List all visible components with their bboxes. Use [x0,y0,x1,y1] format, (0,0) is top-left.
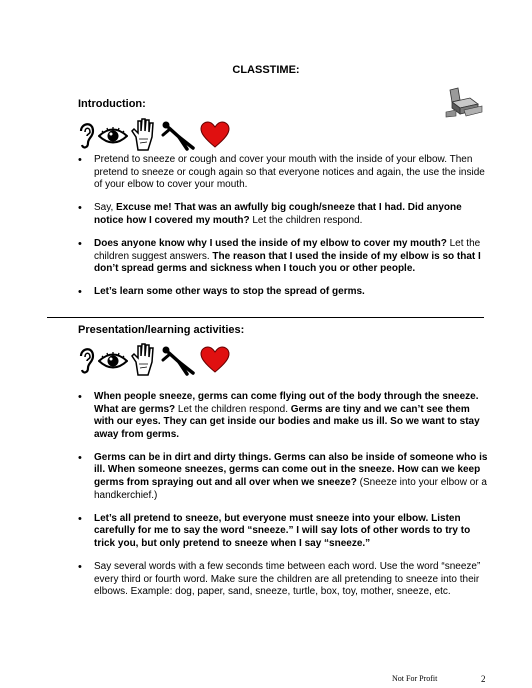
learning-styles-icons [78,119,238,153]
ear-icon [78,344,96,376]
stretching-figure-icon [160,120,196,152]
bullet-item [78,513,490,551]
eye-icon [98,125,128,147]
bold-text: Excuse me! That was an awfully big cough/sneeze that I had. Did anyone notice how I covered my mouth? [94,202,462,226]
text: Let the children respond. [175,403,291,415]
bullet-item [78,202,490,227]
presentation-heading: Presentation/learning activities: [78,324,245,336]
chair-clipart-icon [444,86,484,118]
bold-text: Let’s all pretend to sneeze, but everyone must sneeze into your elbow. Listen carefully for me to say the word “sneeze.” I will say lots of other words to try to trick you, but only pretend to sneeze when I say “sneeze.” [94,512,471,549]
text: Let the children suggest answers. [94,237,481,262]
hand-icon [130,342,156,376]
bold-text: The reason that I used the inside of my elbow is so that I don’t spread germs and sickness when I touch you or other people. [94,250,481,275]
introduction-heading: Introduction: [78,98,146,110]
text: Say, [94,202,117,214]
section-divider [47,317,484,318]
bullet-item [78,391,490,441]
bold-text: Does anyone know why I used the inside of my elbow to cover my mouth? [94,237,447,249]
page-title: CLASSTIME: [232,64,300,76]
ear-icon [78,119,96,151]
introduction-bullet-list [78,154,490,309]
text: (Sneeze into your elbow or a handkerchief.) [94,477,487,501]
heart-icon [200,346,230,374]
learning-styles-icons [78,344,238,378]
bullet-item [78,286,490,299]
text: Say several words with a few seconds time between each word. Use the word “sneeze” every third or fourth word. Make sure the children are all pretending to sneeze into their elbows. Example: dog, paper, sand, sneeze, turtle, box, toy, mother, sneeze, etc. [94,561,481,598]
stretching-figure-icon [160,345,196,377]
bullet-item [78,561,490,599]
bullet-item [78,154,490,192]
heart-icon [200,121,230,149]
bold-text: Germs can be in dirt and dirty things. Germs can also be inside of someone who is ill. When someone sneezes, germs can come out in the sneeze. How can we keep germs from spraying out and all over when we sneeze? [94,451,488,489]
presentation-bullet-list [78,391,490,609]
bold-text: When people sneeze, germs can come flying out of the body through the sneeze. What are germs? [94,391,479,415]
bold-text: Let’s learn some other ways to stop the spread of germs. [94,286,365,298]
bullet-item [78,238,490,276]
text: Let the children respond. [249,214,363,226]
page-number: 2 [481,674,486,684]
bullet-item [78,452,490,502]
hand-icon [130,117,156,151]
eye-icon [98,350,128,372]
footer-note: Not For Profit [392,674,438,683]
bold-text: Germs are tiny and we can’t see them with our eyes. They can get inside our bodies and make us ill. So we want to stay away from germs. [94,403,480,440]
text: Pretend to sneeze or cough and cover your mouth with the inside of your elbow. Then pretend to sneeze or cough again so that everyone notices and again, the use the inside of your elbow to cover your mouth. [94,154,485,191]
